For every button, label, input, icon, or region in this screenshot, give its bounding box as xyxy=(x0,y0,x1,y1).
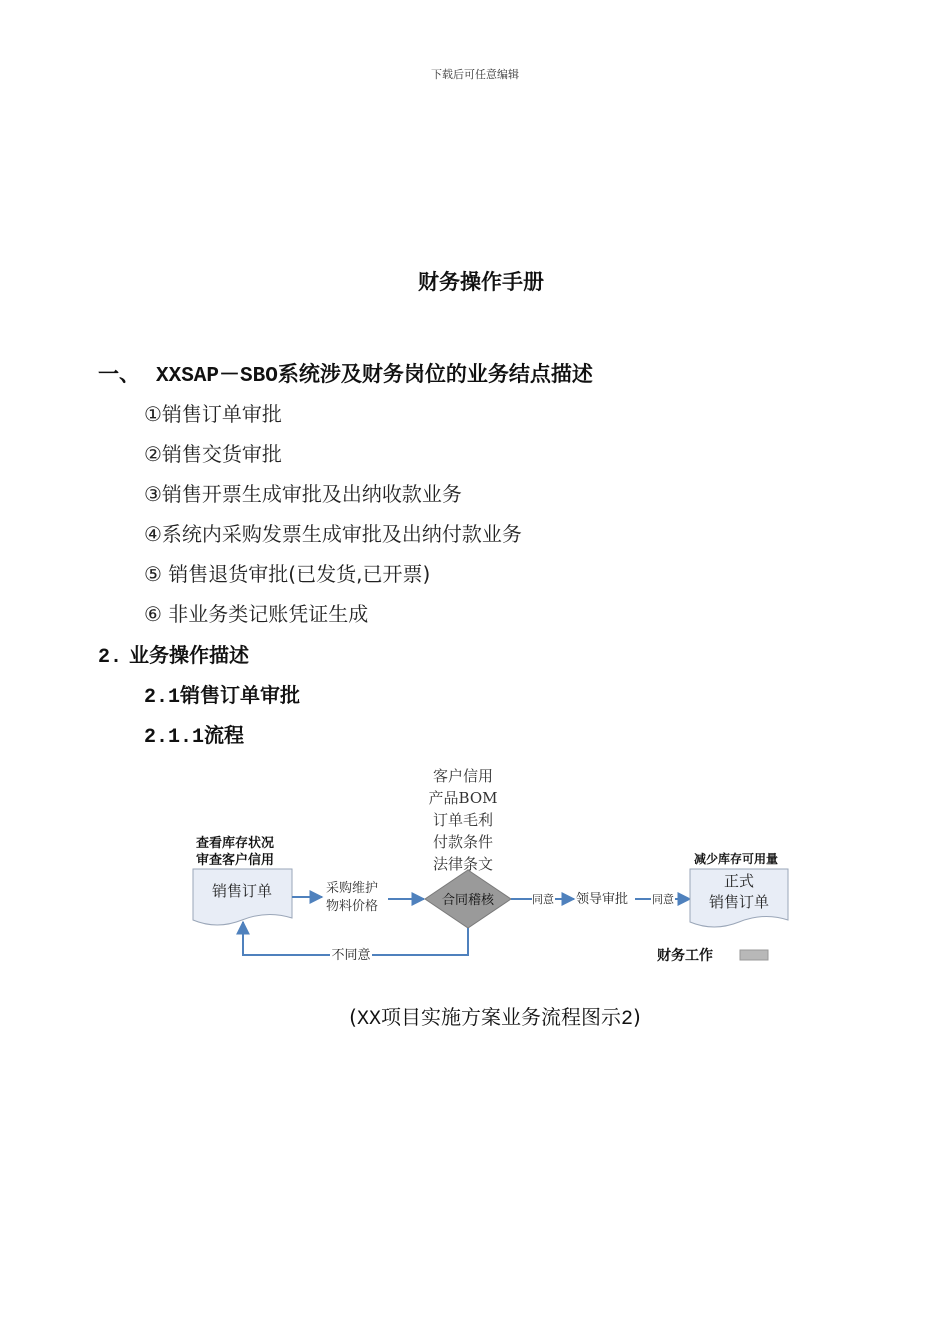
agree-label: 同意 xyxy=(652,893,674,906)
sales-order-label: 销售订单 xyxy=(211,882,273,900)
legend-swatch xyxy=(740,950,768,960)
header-note: 下载后可任意编辑 xyxy=(431,68,519,81)
section-2-number: 2. xyxy=(98,646,123,669)
top-note: 付款条件 xyxy=(432,833,494,851)
page-title: 财务操作手册 xyxy=(418,270,544,294)
top-note: 订单毛利 xyxy=(432,811,494,829)
section-2-1-text: 销售订单审批 xyxy=(180,683,301,707)
disagree-label: 不同意 xyxy=(331,948,371,963)
top-note: 产品BOM xyxy=(428,789,498,807)
purchase-label: 采购维护 xyxy=(326,881,379,896)
section-1-number: 一、 xyxy=(98,362,140,386)
caption-close: ) xyxy=(633,1005,641,1029)
flow-arrow xyxy=(243,922,330,955)
top-note: 客户信用 xyxy=(432,767,494,785)
formal-order-label: 销售订单 xyxy=(708,893,770,911)
list-item: ①销售订单审批 xyxy=(144,402,282,426)
right-note: 减少库存可用量 xyxy=(694,852,779,866)
section-1-prefix: XXSAP－SBO xyxy=(156,365,278,388)
caption-prefix: XX xyxy=(356,1008,381,1031)
section-1-heading xyxy=(98,358,593,388)
section-2-1-1-heading xyxy=(144,719,244,749)
section-2-1-1-number: 2.1.1 xyxy=(144,726,205,749)
section-2-1-heading xyxy=(144,679,300,709)
figure-caption xyxy=(0,1001,950,1031)
caption-open: ( xyxy=(349,1005,357,1029)
list-item: ⑤ 销售退货审批(已发货,已开票) xyxy=(144,562,431,586)
left-note: 查看库存状况 xyxy=(196,836,275,851)
section-2-1-1-text: 流程 xyxy=(204,723,245,747)
caption-number: 2 xyxy=(621,1008,634,1031)
flow-diagram xyxy=(0,760,950,980)
left-note: 审查客户信用 xyxy=(196,853,275,868)
contract-check-label: 合同稽核 xyxy=(441,893,495,908)
purchase-label: 物料价格 xyxy=(326,899,379,914)
leader-approval-label: 领导审批 xyxy=(576,892,629,907)
list-item: ③销售开票生成审批及出纳收款业务 xyxy=(144,482,462,506)
caption-text: 项目实施方案业务流程图示 xyxy=(381,1005,621,1029)
list-item: ④系统内采购发票生成审批及出纳付款业务 xyxy=(144,522,522,546)
top-note: 法律条文 xyxy=(432,855,494,873)
section-2-1-number: 2.1 xyxy=(144,686,181,709)
legend-label: 财务工作 xyxy=(657,948,713,964)
section-2-text: 业务操作描述 xyxy=(128,643,249,667)
list-item: ⑥ 非业务类记账凭证生成 xyxy=(144,602,369,626)
agree-label: 同意 xyxy=(532,893,554,906)
section-1-text: 系统涉及财务岗位的业务结点描述 xyxy=(277,362,593,386)
flow-line xyxy=(372,928,468,955)
formal-order-label: 正式 xyxy=(723,872,755,890)
list-item: ②销售交货审批 xyxy=(144,442,282,466)
section-2-heading xyxy=(98,639,249,669)
